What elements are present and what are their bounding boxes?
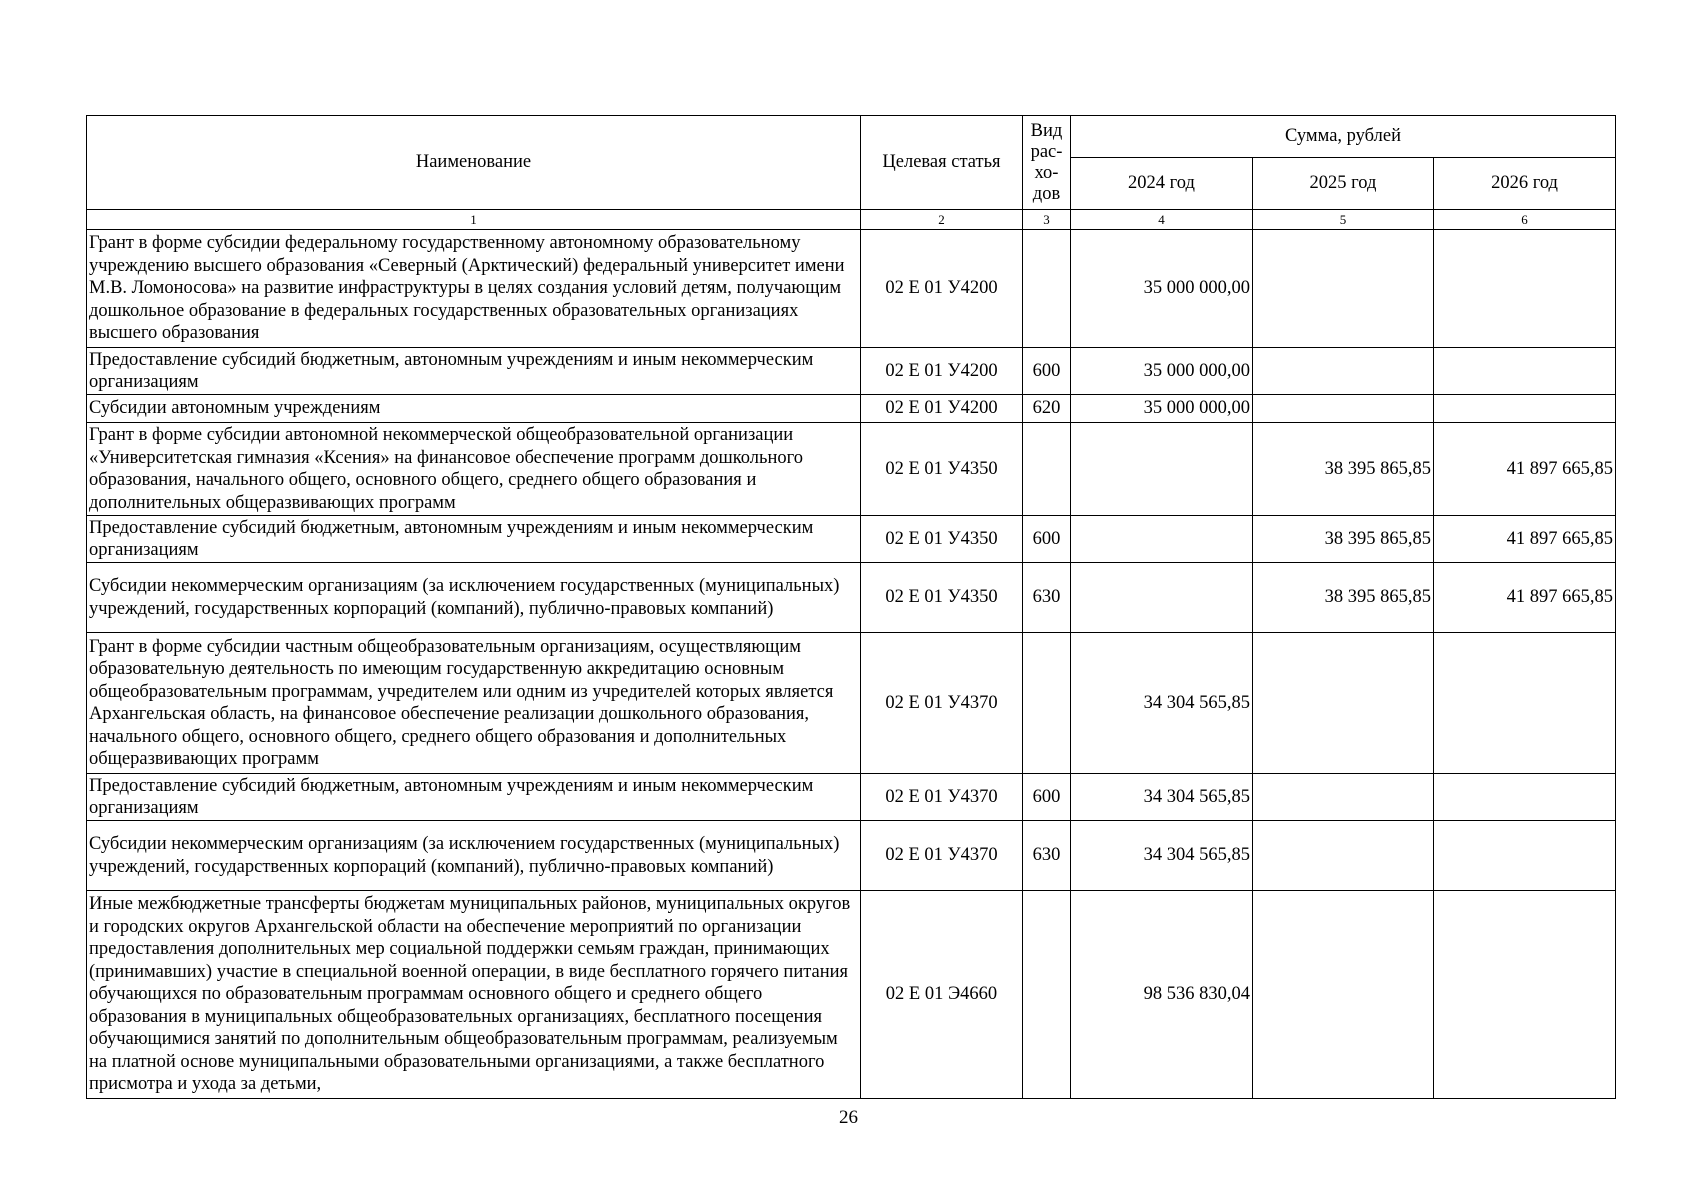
row-sum-2026 bbox=[1434, 395, 1616, 423]
row-name: Предоставление субсидий бюджетным, автономным учреждениям и иным некоммерческим организациям bbox=[87, 774, 861, 821]
row-sum-2026 bbox=[1434, 230, 1616, 348]
row-expense-type: 630 bbox=[1023, 563, 1071, 633]
row-expense-type: 600 bbox=[1023, 774, 1071, 821]
row-sum-2026 bbox=[1434, 891, 1616, 1099]
row-article: 02 Е 01 У4200 bbox=[861, 348, 1023, 395]
row-sum-2025 bbox=[1253, 633, 1434, 774]
row-sum-2026 bbox=[1434, 774, 1616, 821]
header-year-2024: 2024 год bbox=[1071, 158, 1253, 210]
column-number-row bbox=[87, 210, 1616, 230]
column-number: 3 bbox=[1023, 210, 1071, 230]
row-sum-2025: 38 395 865,85 bbox=[1253, 423, 1434, 516]
row-name: Грант в форме субсидии частным общеобразовательным организациям, осуществляющим образовательную деятельность по имеющим государственную аккредитацию основным общеобразовательным программам, учредителем или одним из учредителей которых является Архангельская область, на финансовое обеспечение реализации дошкольного образования, начального общего, основного общего, среднего общего образования и дополнительных общеразвивающих программ bbox=[87, 633, 861, 774]
row-article: 02 Е 01 У4350 bbox=[861, 423, 1023, 516]
column-number: 6 bbox=[1434, 210, 1616, 230]
header-target-article: Целевая статья bbox=[861, 116, 1023, 210]
row-sum-2024 bbox=[1071, 563, 1253, 633]
table-row bbox=[87, 891, 1616, 1099]
row-sum-2026 bbox=[1434, 633, 1616, 774]
row-sum-2026: 41 897 665,85 bbox=[1434, 423, 1616, 516]
row-name: Иные межбюджетные трансферты бюджетам муниципальных районов, муниципальных округов и городских округов Архангельской области на обеспечение мероприятий по организации предоставления дополнительных мер социальной поддержки семьям граждан, принимающих (принимавших) участие в специальной военной операции, в виде бесплатного горячего питания обучающихся по образовательным программам основного общего и среднего общего образования в муниципальных общеобразовательных организациях, бесплатного посещения обучающимися занятий по дополнительным общеобразовательным программам, реализуемым на платной основе муниципальными образовательными организациями, а также бесплатного присмотра и ухода за детьми, bbox=[87, 891, 861, 1099]
row-sum-2026 bbox=[1434, 821, 1616, 891]
row-article: 02 Е 01 У4200 bbox=[861, 230, 1023, 348]
row-name: Предоставление субсидий бюджетным, автономным учреждениям и иным некоммерческим организациям bbox=[87, 516, 861, 563]
row-sum-2025 bbox=[1253, 821, 1434, 891]
column-number: 1 bbox=[87, 210, 861, 230]
row-sum-2024: 34 304 565,85 bbox=[1071, 821, 1253, 891]
page-number: 26 bbox=[839, 1107, 858, 1128]
header-name: Наименование bbox=[87, 116, 861, 210]
table-row bbox=[87, 821, 1616, 891]
row-expense-type bbox=[1023, 891, 1071, 1099]
row-sum-2026: 41 897 665,85 bbox=[1434, 563, 1616, 633]
row-expense-type bbox=[1023, 230, 1071, 348]
row-sum-2025 bbox=[1253, 774, 1434, 821]
row-sum-2025 bbox=[1253, 395, 1434, 423]
header-year-2026: 2026 год bbox=[1434, 158, 1616, 210]
table-row bbox=[87, 423, 1616, 516]
row-expense-type: 600 bbox=[1023, 516, 1071, 563]
table-row bbox=[87, 230, 1616, 348]
row-sum-2024: 34 304 565,85 bbox=[1071, 774, 1253, 821]
row-sum-2024: 35 000 000,00 bbox=[1071, 348, 1253, 395]
row-article: 02 Е 01 У4200 bbox=[861, 395, 1023, 423]
row-article: 02 Е 01 У4370 bbox=[861, 774, 1023, 821]
table-row bbox=[87, 395, 1616, 423]
header-expense-type: Вид рас-хо-дов bbox=[1023, 116, 1071, 210]
table-row bbox=[87, 633, 1616, 774]
header-year-2025: 2025 год bbox=[1253, 158, 1434, 210]
row-sum-2026 bbox=[1434, 348, 1616, 395]
table-row bbox=[87, 516, 1616, 563]
row-expense-type: 630 bbox=[1023, 821, 1071, 891]
row-article: 02 Е 01 У4370 bbox=[861, 821, 1023, 891]
row-name: Предоставление субсидий бюджетным, автономным учреждениям и иным некоммерческим организациям bbox=[87, 348, 861, 395]
row-name: Субсидии некоммерческим организациям (за исключением государственных (муниципальных) учреждений, государственных корпораций (компаний), публично-правовых компаний) bbox=[87, 821, 861, 891]
row-sum-2024 bbox=[1071, 516, 1253, 563]
row-sum-2024: 35 000 000,00 bbox=[1071, 395, 1253, 423]
table-row bbox=[87, 348, 1616, 395]
row-expense-type bbox=[1023, 633, 1071, 774]
row-expense-type: 600 bbox=[1023, 348, 1071, 395]
row-sum-2024 bbox=[1071, 423, 1253, 516]
budget-table bbox=[86, 115, 1616, 1099]
row-sum-2024: 34 304 565,85 bbox=[1071, 633, 1253, 774]
row-sum-2025 bbox=[1253, 348, 1434, 395]
row-name: Грант в форме субсидии федеральному государственному автономному образовательному учреждению высшего образования «Северный (Арктический) федеральный университет имени М.В. Ломоносова» на развитие инфраструктуры в целях создания условий детям, получающим дошкольное образование в федеральных государственных образовательных организациях высшего образования bbox=[87, 230, 861, 348]
row-article: 02 Е 01 Э4660 bbox=[861, 891, 1023, 1099]
column-number: 4 bbox=[1071, 210, 1253, 230]
row-sum-2024: 35 000 000,00 bbox=[1071, 230, 1253, 348]
row-article: 02 Е 01 У4370 bbox=[861, 633, 1023, 774]
row-name: Субсидии некоммерческим организациям (за исключением государственных (муниципальных) учреждений, государственных корпораций (компаний), публично-правовых компаний) bbox=[87, 563, 861, 633]
row-expense-type: 620 bbox=[1023, 395, 1071, 423]
header-sum-group: Сумма, рублей bbox=[1071, 116, 1616, 158]
row-article: 02 Е 01 У4350 bbox=[861, 516, 1023, 563]
row-name: Субсидии автономным учреждениям bbox=[87, 395, 861, 423]
row-sum-2025: 38 395 865,85 bbox=[1253, 516, 1434, 563]
table-row bbox=[87, 774, 1616, 821]
row-article: 02 Е 01 У4350 bbox=[861, 563, 1023, 633]
column-number: 5 bbox=[1253, 210, 1434, 230]
row-sum-2025 bbox=[1253, 230, 1434, 348]
row-sum-2026: 41 897 665,85 bbox=[1434, 516, 1616, 563]
row-sum-2025: 38 395 865,85 bbox=[1253, 563, 1434, 633]
row-sum-2024: 98 536 830,04 bbox=[1071, 891, 1253, 1099]
row-expense-type bbox=[1023, 423, 1071, 516]
table-row bbox=[87, 563, 1616, 633]
row-sum-2025 bbox=[1253, 891, 1434, 1099]
column-number: 2 bbox=[861, 210, 1023, 230]
row-name: Грант в форме субсидии автономной некоммерческой общеобразовательной организации «Университетская гимназия «Ксения» на финансовое обеспечение программ дошкольного образования, начального общего, основного общего, среднего общего образования и дополнительных общеразвивающих программ bbox=[87, 423, 861, 516]
